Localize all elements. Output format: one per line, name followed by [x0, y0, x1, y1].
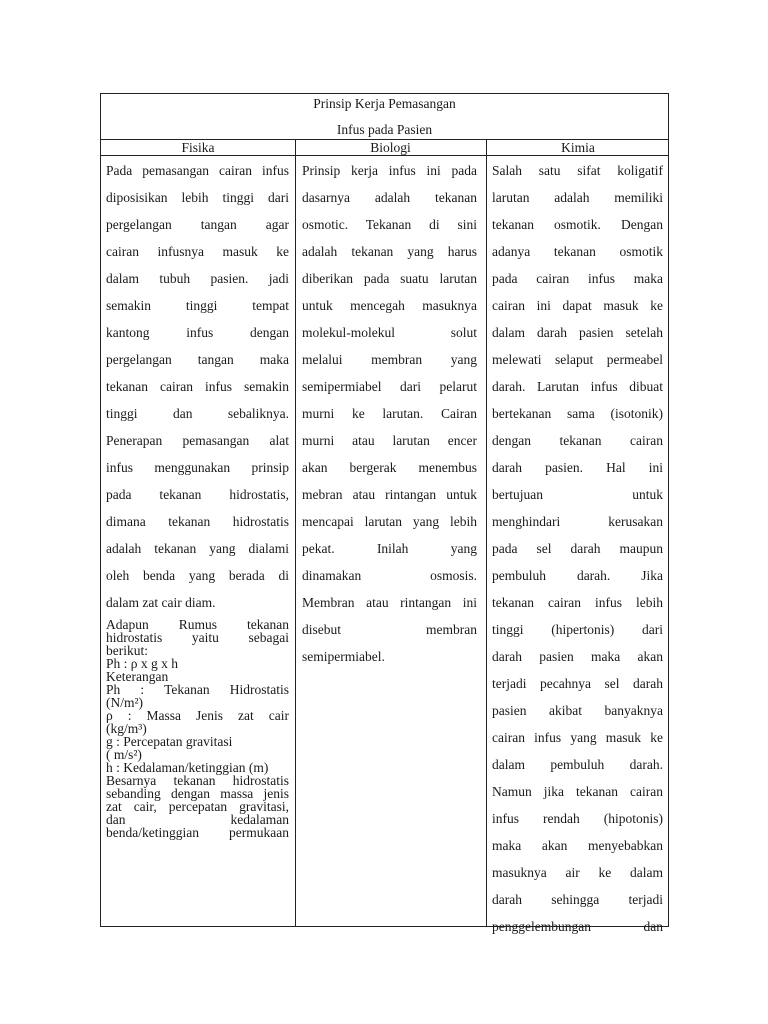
text-line: semakin tinggi tempat	[106, 298, 289, 313]
text-line: Ph : ρ x g x h	[106, 656, 178, 671]
text-line: dinamakan osmosis.	[302, 568, 477, 583]
text-line: g : Percepatan gravitasi	[106, 734, 233, 749]
text-line: pembuluh darah. Jika	[492, 568, 663, 583]
text-line: Keterangan	[106, 669, 169, 684]
text-line: Prinsip kerja infus ini pada	[302, 163, 477, 178]
text-line: diberikan pada suatu larutan	[302, 271, 477, 286]
text-line: darah pasien maka akan	[492, 649, 663, 664]
fisika-formula-section	[106, 618, 289, 839]
text-line: cairan ini dapat masuk ke	[492, 298, 663, 313]
text-line: diposisikan lebih tinggi dari	[106, 190, 289, 205]
text-line: darah sehingga terjadi	[492, 892, 663, 907]
text-line: akan bergerak menembus	[302, 460, 477, 475]
text-line: melalui membran yang	[302, 352, 477, 367]
text-line: penggelembungan dan	[492, 919, 663, 934]
text-line: pada cairan infus maka	[492, 271, 663, 286]
text-line: dan kedalaman	[106, 812, 289, 827]
table-title	[101, 94, 668, 140]
text-line: darah. Larutan infus dibuat	[492, 379, 663, 394]
text-line: dalam pembuluh darah.	[492, 757, 663, 772]
text-line: murni atau larutan encer	[302, 433, 477, 448]
text-line: molekul-molekul solut	[302, 325, 477, 340]
cell-kimia	[492, 157, 663, 940]
table-header-row	[101, 140, 668, 156]
text-line: disebut membran	[302, 622, 477, 637]
text-line: Membran atau rintangan ini	[302, 595, 477, 610]
column-header-kimia: Kimia	[561, 140, 595, 155]
text-line: semipermiabel dari pelarut	[302, 379, 477, 394]
text-line: semipermiabel.	[302, 649, 385, 664]
text-line: infus menggunakan prinsip	[106, 460, 289, 475]
column-header-biologi: Biologi	[370, 140, 411, 155]
text-line: Namun jika tekanan cairan	[492, 784, 663, 799]
text-line: dalam tubuh pasien. jadi	[106, 271, 289, 286]
text-line: Ph : Tekanan Hidrostatis	[106, 682, 289, 697]
column-divider-1	[295, 140, 296, 926]
text-line: hidrostatis yaitu sebagai	[106, 630, 289, 645]
text-line: pergelangan tangan maka	[106, 352, 289, 367]
text-line: ( m/s²)	[106, 747, 142, 762]
text-line: Adapun Rumus tekanan	[106, 617, 289, 632]
text-line: melewati selaput permeabel	[492, 352, 663, 367]
text-line: masuknya air ke dalam	[492, 865, 663, 880]
text-line: larutan adalah memiliki	[492, 190, 663, 205]
text-line: terjadi pecahnya sel darah	[492, 676, 663, 691]
cell-biologi	[302, 157, 477, 670]
text-line: cairan infusnya masuk ke	[106, 244, 289, 259]
text-line: adanya tekanan osmotik	[492, 244, 663, 259]
text-line: Penerapan pemasangan alat	[106, 433, 289, 448]
text-line: ρ : Massa Jenis zat cair	[106, 708, 289, 723]
text-line: tinggi (hipertonis) dari	[492, 622, 663, 637]
text-line: murni ke larutan. Cairan	[302, 406, 477, 421]
text-line: berikut:	[106, 643, 148, 658]
text-line: tekanan cairan infus lebih	[492, 595, 663, 610]
text-line: dalam darah pasien setelah	[492, 325, 663, 340]
text-line: osmotic. Tekanan di sini	[302, 217, 477, 232]
table-title-line-1: Prinsip Kerja Pemasangan	[313, 96, 456, 111]
text-line: Salah satu sifat koligatif	[492, 163, 663, 178]
text-line: h : Kedalaman/ketinggian (m)	[106, 760, 269, 775]
text-line: pada tekanan hidrostatis,	[106, 487, 289, 502]
text-line: pasien akibat banyaknya	[492, 703, 663, 718]
text-line: (kg/m³)	[106, 721, 147, 736]
text-line: tinggi dan sebaliknya.	[106, 406, 289, 421]
text-line: pergelangan tangan agar	[106, 217, 289, 232]
text-line: oleh benda yang berada di	[106, 568, 289, 583]
text-line: tekanan osmotik. Dengan	[492, 217, 663, 232]
text-line: sebanding dengan massa jenis	[106, 786, 289, 801]
text-line: (N/m²)	[106, 695, 144, 710]
text-line: Besarnya tekanan hidrostatis	[106, 773, 289, 788]
text-line: infus rendah (hipotonis)	[492, 811, 663, 826]
text-line: bertekanan sama (isotonik)	[492, 406, 663, 421]
text-line: zat cair, percepatan gravitasi,	[106, 799, 289, 814]
text-line: dasarnya adalah tekanan	[302, 190, 477, 205]
text-line: benda/ketinggian permukaan	[106, 825, 289, 840]
text-line: dalam zat cair diam.	[106, 595, 216, 610]
fisika-paragraph	[106, 157, 289, 616]
text-line: menghindari kerusakan	[492, 514, 663, 529]
text-line: mencapai larutan yang lebih	[302, 514, 477, 529]
text-line: cairan infus yang masuk ke	[492, 730, 663, 745]
text-line: darah pasien. Hal ini	[492, 460, 663, 475]
document-table	[100, 93, 669, 934]
table-title-line-2: Infus pada Pasien	[336, 122, 433, 137]
text-line: untuk mencegah masuknya	[302, 298, 477, 313]
text-line: Pada pemasangan cairan infus	[106, 163, 289, 178]
text-line: dimana tekanan hidrostatis	[106, 514, 289, 529]
text-line: kantong infus dengan	[106, 325, 289, 340]
text-line: mebran atau rintangan untuk	[302, 487, 477, 502]
text-line: pada sel darah maupun	[492, 541, 663, 556]
text-line: adalah tekanan yang dialami	[106, 541, 289, 556]
text-line: maka akan menyebabkan	[492, 838, 663, 853]
text-line: dengan tekanan cairan	[492, 433, 663, 448]
text-line: bertujuan untuk	[492, 487, 663, 502]
text-line: tekanan cairan infus semakin	[106, 379, 289, 394]
text-line: pekat. Inilah yang	[302, 541, 477, 556]
column-divider-2	[486, 140, 487, 926]
text-line: adalah tekanan yang harus	[302, 244, 477, 259]
cell-fisika	[106, 157, 289, 839]
column-header-fisika: Fisika	[181, 140, 215, 155]
